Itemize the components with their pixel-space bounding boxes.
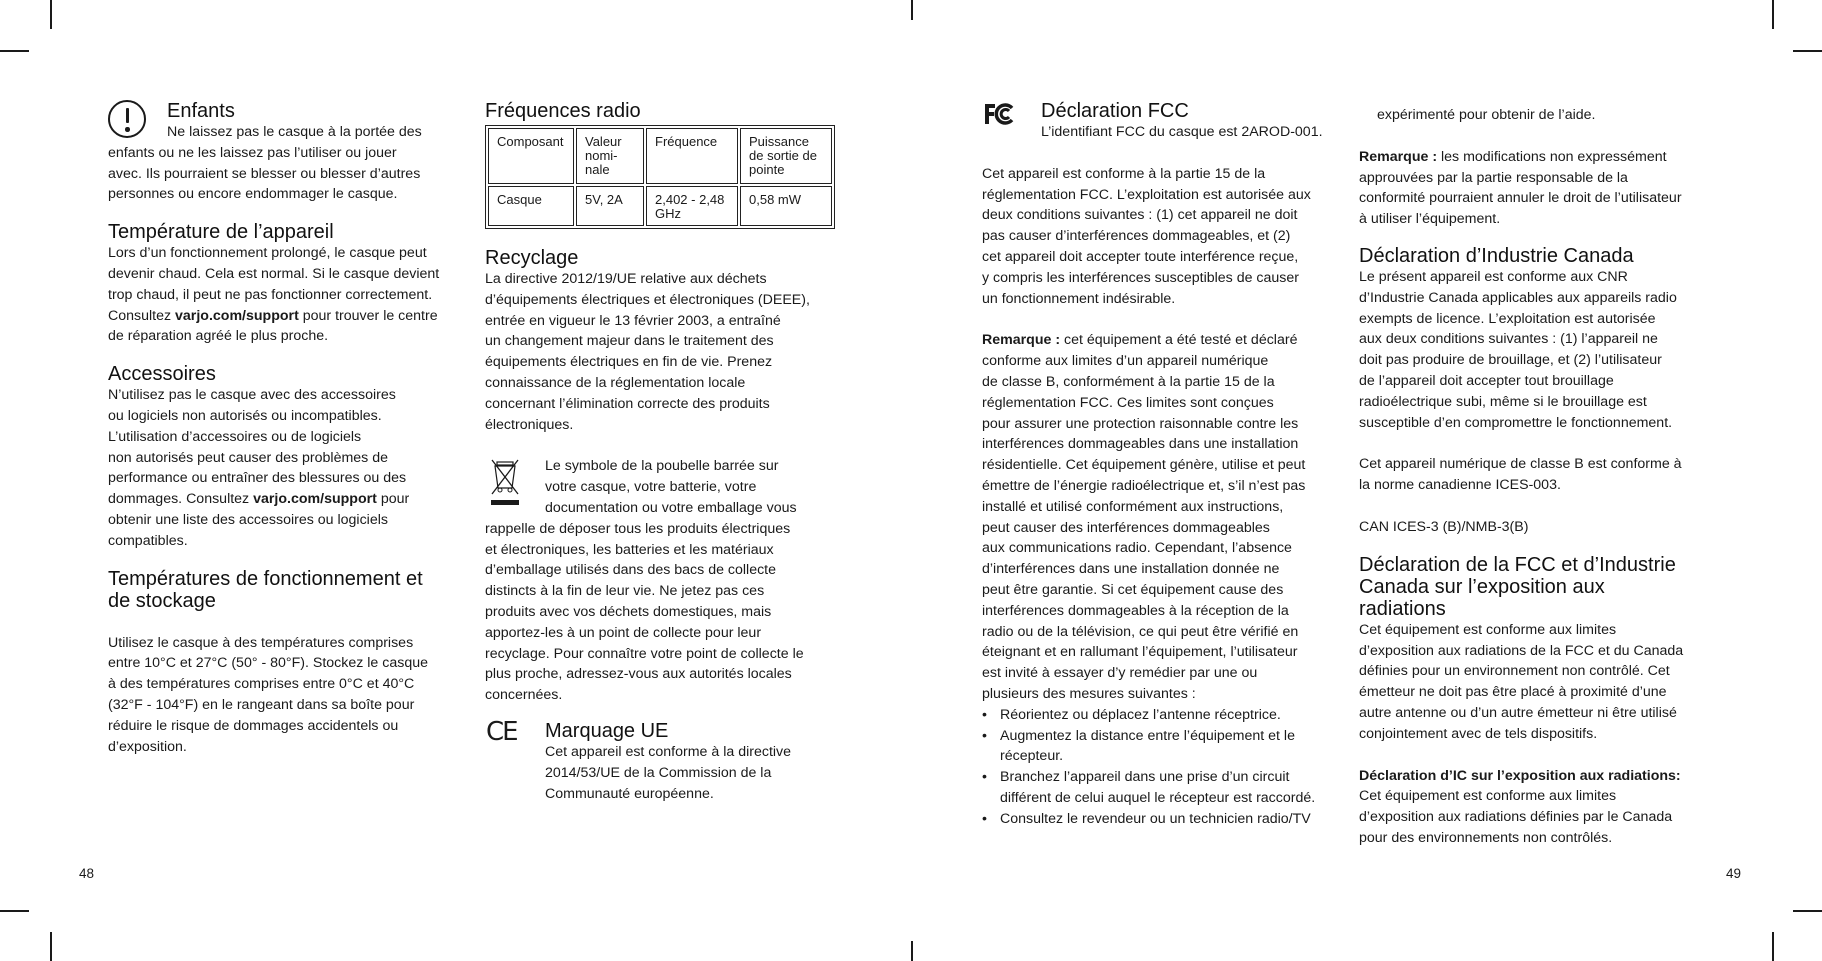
ic-line: aux deux conditions suivantes : (1) l’appareil ne — [1359, 331, 1658, 348]
exposure-line: Cet équipement est conforme aux limites — [1359, 621, 1617, 638]
recyclage-line: d’équipements électriques et électroniques (DEEE), — [485, 291, 810, 308]
fcc-line: pas causer d’interférences dommageables, et (2) — [982, 228, 1291, 245]
list-item: • Augmentez la distance entre l’équipement et le récepteur. — [982, 726, 1330, 768]
accessoires-line: L’utilisation d’accessoires ou de logiciels — [108, 428, 362, 445]
crop-mark — [0, 910, 29, 912]
fcc-line: Cet appareil est conforme à la partie 15 de la — [982, 165, 1266, 182]
text: cet équipement a été testé et déclaré — [1060, 332, 1298, 349]
table-cell: 5V, 2A — [576, 186, 644, 226]
remarque-line: peut causer des interférences dommageables — [982, 519, 1270, 536]
crop-mark — [1793, 910, 1822, 912]
ic-line: Le présent appareil est conforme aux CNR — [1359, 268, 1628, 285]
crop-mark — [50, 932, 52, 961]
crop-mark — [911, 0, 913, 20]
table-cell: 0,58 mW — [740, 186, 832, 226]
ic-exposure-heading: Déclaration d’IC sur l’exposition aux radiations: — [1359, 767, 1681, 784]
accessoires-line: obtenir une liste des accessoires ou logiciels — [108, 511, 388, 528]
remarque-line: interférences dommageables à la réception de la — [982, 602, 1289, 619]
crop-mark — [0, 50, 29, 52]
exposure-line: émetteur ne doit pas être placé à proximité d’une — [1359, 684, 1667, 701]
accessoires-line: N’utilisez pas le casque avec des accessoires — [108, 387, 396, 404]
section-title-temperature: Température de l’appareil — [108, 221, 334, 244]
remarque-line: installé et utilisé conformément aux instructions, — [982, 498, 1284, 515]
accessoires-line — [108, 489, 468, 510]
remarque-line: plusieurs des mesures suivantes : — [982, 685, 1196, 702]
table-header-row — [488, 128, 832, 184]
remarque-line — [1359, 147, 1719, 168]
accessoires-line: compatibles. — [108, 532, 188, 549]
remarque-line: d’interférences dans une installation donnée ne — [982, 561, 1280, 578]
ce-line: Cet appareil est conforme à la directive — [545, 743, 792, 760]
recyclage-line: connaissance de la réglementation locale — [485, 374, 746, 391]
recyclage-line: entrée en vigueur le 13 février 2003, a entraîné — [485, 312, 781, 329]
support-link[interactable]: varjo.com/support — [253, 491, 377, 508]
ic-can-line: CAN ICES-3 (B)/NMB-3(B) — [1359, 518, 1529, 535]
recyclage-line: concernant l’élimination correcte des produits — [485, 395, 770, 412]
recyclage-line: plus proche, adressez-vous aux autorités locales — [485, 666, 792, 683]
page-number-left: 48 — [79, 866, 95, 881]
section-title-industrie-canada: Déclaration d’Industrie Canada — [1359, 244, 1634, 267]
text: Consultez — [108, 307, 176, 324]
section-title-enfants: Enfants — [167, 100, 235, 122]
remarque-line: conforme aux limites d’un appareil numérique — [982, 353, 1269, 370]
stockage-line: d’exposition. — [108, 738, 187, 755]
enfants-line: avec. Ils pourraient se blesser ou blesser d’autres — [108, 165, 421, 182]
crop-mark — [911, 941, 913, 961]
bin-line: votre casque, votre batterie, votre — [545, 479, 757, 496]
fcc-line: y compris les interférences susceptibles de causer — [982, 269, 1299, 286]
remarque-line: à utiliser l’équipement. — [1359, 211, 1501, 228]
accessoires-line: non autorisés peut causer des problèmes de — [108, 449, 388, 466]
fcc-subtitle: L’identifiant FCC du casque est 2AROD-001. — [1041, 124, 1323, 140]
temperature-line — [108, 306, 468, 327]
recyclage-line: distincts à la fin de leur vie. Ne jetez pas ces — [485, 583, 765, 600]
remarque-line — [982, 330, 1342, 351]
exposure-line: Cet équipement est conforme aux limites — [1359, 788, 1617, 805]
text: les modifications non expressément — [1437, 148, 1667, 165]
remarque-line: approuvées par la partie responsable de la — [1359, 169, 1628, 186]
recyclage-line: d’emballage utilisés dans des bacs de collecte — [485, 562, 777, 579]
remarque-label: Remarque : — [1359, 148, 1438, 165]
table-cell: Casque — [488, 186, 574, 226]
remarque-line: pour assurer une protection raisonnable contre les — [982, 415, 1299, 432]
recyclage-line: un changement majeur dans le traitement des — [485, 333, 774, 350]
enfants-first-line: Ne laissez pas le casque à la portée des — [167, 124, 422, 140]
accessoires-line: ou logiciels non autorisés ou incompatibles. — [108, 407, 382, 424]
ic-line: exempts de licence. L’exploitation est autorisée — [1359, 310, 1656, 327]
remarque-line: résidentielle. Cet équipement génère, utilise et peut — [982, 457, 1306, 474]
ce-line: 2014/53/UE de la Commission de la — [545, 764, 772, 781]
list-item: • Consultez le revendeur ou un technicien radio/TV — [982, 809, 1342, 830]
section-title-exposure-line2: Canada sur l’exposition aux — [1359, 575, 1605, 598]
temperature-line: de réparation agréé le plus proche. — [108, 328, 329, 345]
crop-mark — [1772, 0, 1774, 29]
radio-frequency-table — [485, 125, 835, 229]
ic-line: radioélectrique subi, même si le brouillage est — [1359, 393, 1647, 410]
recyclage-line: La directive 2012/19/UE relative aux déchets — [485, 271, 767, 287]
remarque-line: conformité pourraient annuler le droit de l’utilisateur — [1359, 190, 1682, 207]
temperature-line: devenir chaud. Cela est normal. Si le casque devient — [108, 265, 440, 282]
fcc-line: un fonctionnement indésirable. — [982, 290, 1176, 307]
temperature-line: trop chaud, il peut ne pas fonctionner correctement. — [108, 286, 433, 303]
table-cell: 2,402 - 2,48 GHz — [646, 186, 738, 226]
ic-line: Cet appareil numérique de classe B est conforme à — [1359, 456, 1682, 473]
table-header-cell: Valeur nomi-nale — [576, 128, 644, 184]
ic-line: d’Industrie Canada applicables aux appareils radio — [1359, 289, 1677, 306]
stockage-line: entre 10°C et 27°C (50° - 80°F). Stockez le casque — [108, 655, 428, 672]
recyclage-line: apportez-les à un point de collecte pour leur — [485, 624, 762, 641]
remarque-label: Remarque : — [982, 332, 1061, 349]
recyclage-line: rappelle de déposer tous les produits électriques — [485, 520, 791, 537]
recyclage-line: équipements électriques en fin de vie. Prenez — [485, 354, 773, 371]
warning-icon — [108, 100, 146, 138]
exposure-line: pour des environnements non contrôlés. — [1359, 829, 1613, 846]
remarque-line: émettre de l’énergie radioélectrique et, s’il n’est pas — [982, 477, 1306, 494]
section-title-radio: Fréquences radio — [485, 100, 641, 122]
column-1 — [108, 100, 468, 757]
text: dommages. Consultez — [108, 491, 254, 508]
section-title-exposure: Déclaration de la FCC et d’Industrie — [1359, 553, 1676, 576]
table-header-cell: Fréquence — [646, 128, 738, 184]
crop-mark — [1772, 932, 1774, 961]
crossed-bin-icon — [488, 456, 522, 512]
bin-line: documentation ou votre emballage vous — [545, 499, 797, 516]
recyclage-line: électroniques. — [485, 416, 574, 433]
section-title-ce: Marquage UE — [545, 719, 669, 742]
ce-mark-icon: C​E — [486, 716, 517, 747]
ic-line: susceptible d’en compromettre le fonctionnement. — [1359, 414, 1673, 431]
text: pour — [376, 491, 410, 508]
exposure-line: d’exposition aux radiations définies par le Canada — [1359, 809, 1673, 826]
section-title-recyclage: Recyclage — [485, 247, 579, 269]
bin-line: Le symbole de la poubelle barrée sur — [545, 458, 779, 475]
section-title-fcc: Déclaration FCC — [1041, 100, 1189, 122]
measures-list — [982, 705, 1342, 830]
text: pour trouver le centre — [298, 307, 438, 324]
exposure-line: autre antenne ou d’un autre émetteur ni être utilisé — [1359, 704, 1677, 721]
remarque-line: radio ou de la télévision, ce qui peut être vérifié en — [982, 623, 1299, 640]
stockage-line: (32°F - 104°F) en le rangeant dans sa boîte pour — [108, 696, 415, 713]
column-4 — [1359, 100, 1719, 849]
section-title-stockage: Températures de fonctionnement et — [108, 567, 423, 590]
fcc-line: deux conditions suivantes : (1) cet appareil ne doit — [982, 207, 1298, 224]
stockage-line: Utilisez le casque à des températures comprises — [108, 634, 414, 651]
enfants-line: personnes ou encore endommager le casque. — [108, 186, 398, 203]
temperature-line: Lors d’un fonctionnement prolongé, le casque peut — [108, 245, 427, 262]
fcc-line: réglementation FCC. L’exploitation est autorisée aux — [982, 186, 1311, 203]
fcc-logo-icon — [982, 102, 1014, 126]
remarque-line: réglementation FCC. Ces limites sont conçues — [982, 394, 1274, 411]
exposure-line: conjointement avec de tels dispositifs. — [1359, 725, 1598, 742]
remarque-line: éteignant et en rallumant l’équipement, l’utilisateur — [982, 644, 1298, 661]
crop-mark — [50, 0, 52, 29]
ic-line: de l’appareil doit accepter tout brouillage — [1359, 372, 1614, 389]
fcc-line: cet appareil doit accepter toute interférence reçue, — [982, 248, 1299, 265]
column-3 — [982, 100, 1342, 830]
bullet-continuation: expérimenté pour obtenir de l’aide. — [1377, 107, 1596, 123]
stockage-line: réduire le risque de dommages accidentels ou — [108, 717, 399, 734]
accessoires-line: performance ou entraîner des blessures ou des — [108, 470, 407, 487]
recyclage-line: produits avec vos déchets domestiques, mais — [485, 603, 772, 620]
remarque-line: interférences dommageables dans une installation — [982, 436, 1299, 453]
remarque-line: peut être garantie. Si cet équipement cause des — [982, 581, 1284, 598]
support-link[interactable]: varjo.com/support — [175, 307, 299, 324]
stockage-line: à des températures comprises entre 0°C et 40°C — [108, 676, 415, 693]
recyclage-line: concernées. — [485, 687, 563, 704]
enfants-line: enfants ou ne les laissez pas l’utiliser ou jouer — [108, 144, 397, 161]
exposure-line: d’exposition aux radiations de la FCC et du Canada — [1359, 642, 1684, 659]
exposure-line: définies pour un environnement non contrôlé. Cet — [1359, 663, 1670, 680]
crop-mark — [1793, 50, 1822, 52]
page-number-right: 49 — [1726, 866, 1742, 881]
section-title-stockage-line2: de stockage — [108, 589, 216, 612]
ce-line: Communauté européenne. — [545, 785, 714, 802]
remarque-line: est invité à essayer d’y remédier par une ou — [982, 665, 1258, 682]
ic-line: doit pas produire de brouillage, et (2) l’utilisateur — [1359, 352, 1662, 369]
recyclage-line: et électroniques, les batteries et les matériaux — [485, 541, 774, 558]
section-title-exposure-line3: radiations — [1359, 597, 1446, 620]
list-item: • Réorientez ou déplacez l’antenne réceptrice. — [982, 705, 1342, 726]
column-2 — [485, 100, 845, 804]
section-title-accessoires: Accessoires — [108, 363, 216, 386]
remarque-line: de classe B, conformément à la partie 15 de la — [982, 373, 1275, 390]
table-header-cell: Composant — [488, 128, 574, 184]
remarque-line: aux communications radio. Cependant, l’absence — [982, 540, 1292, 557]
table-header-cell: Puissance de sortie de pointe — [740, 128, 832, 184]
ic-line: la norme canadienne ICES-003. — [1359, 477, 1561, 494]
table-row — [488, 186, 832, 226]
recyclage-line: recyclage. Pour connaître votre point de collecte le — [485, 645, 804, 662]
list-item: • Branchez l’appareil dans une prise d’un circuit différent de celui auquel le récepteur est raccordé. — [982, 767, 1330, 809]
